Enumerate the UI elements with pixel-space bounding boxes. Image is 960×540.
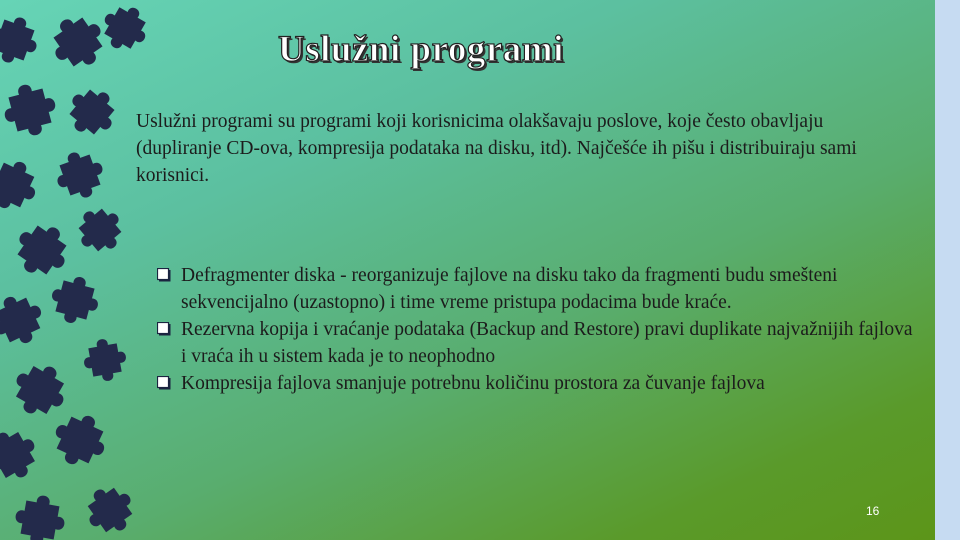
puzzle-piece-icon — [46, 406, 115, 475]
right-edge-strip — [935, 0, 960, 540]
puzzle-piece-icon — [77, 477, 142, 540]
slide-title: Uslužni programi — [278, 29, 564, 70]
page-number: 16 — [866, 504, 880, 518]
puzzle-piece-icon — [0, 10, 44, 70]
bullet-text: Kompresija fajlova smanjuje potrebnu količinu prostora za čuvanje fajlova — [181, 373, 765, 394]
puzzle-piece-icon — [6, 214, 78, 286]
puzzle-piece-icon — [0, 421, 46, 488]
puzzle-piece-icon — [0, 152, 45, 218]
puzzle-piece-icon — [59, 79, 125, 145]
checkbox-square-icon — [157, 322, 171, 336]
checkbox-square-icon — [157, 268, 171, 282]
puzzle-piece-icon — [69, 199, 132, 262]
bullet-list — [157, 262, 917, 397]
puzzle-pieces-decoration — [0, 0, 170, 540]
puzzle-piece-icon — [5, 355, 76, 426]
puzzle-piece-icon — [42, 6, 114, 78]
puzzle-piece-icon — [0, 78, 62, 141]
intro-paragraph: Uslužni programi su programi koji korisnicima olakšavaju poslove, koje često obavljaju (dupliranje CD-ova, kompresija podataka na disku, itd). Najčešće ih pišu i distribuiraju sami korisnici. — [136, 111, 857, 186]
puzzle-piece-icon — [46, 271, 104, 329]
list-item — [157, 262, 917, 316]
list-item — [157, 316, 917, 370]
puzzle-piece-icon — [95, 0, 156, 58]
list-item — [157, 370, 917, 397]
bullet-text: Defragmenter diska - reorganizuje fajlove na disku tako da fragmenti budu smešteni sekvencijalno (uzastopno) i time vreme pristupa podacima bude kraće. — [181, 265, 838, 313]
puzzle-piece-icon — [80, 335, 129, 384]
bullet-text: Rezervna kopija i vraćanje podataka (Backup and Restore) pravi duplikate najvažnijih fajlova i vraća ih u sistem kada je to neophodno — [181, 319, 913, 367]
puzzle-piece-icon — [11, 491, 68, 540]
checkbox-square-icon — [157, 376, 171, 390]
puzzle-piece-icon — [0, 287, 51, 353]
puzzle-piece-icon — [50, 145, 110, 205]
